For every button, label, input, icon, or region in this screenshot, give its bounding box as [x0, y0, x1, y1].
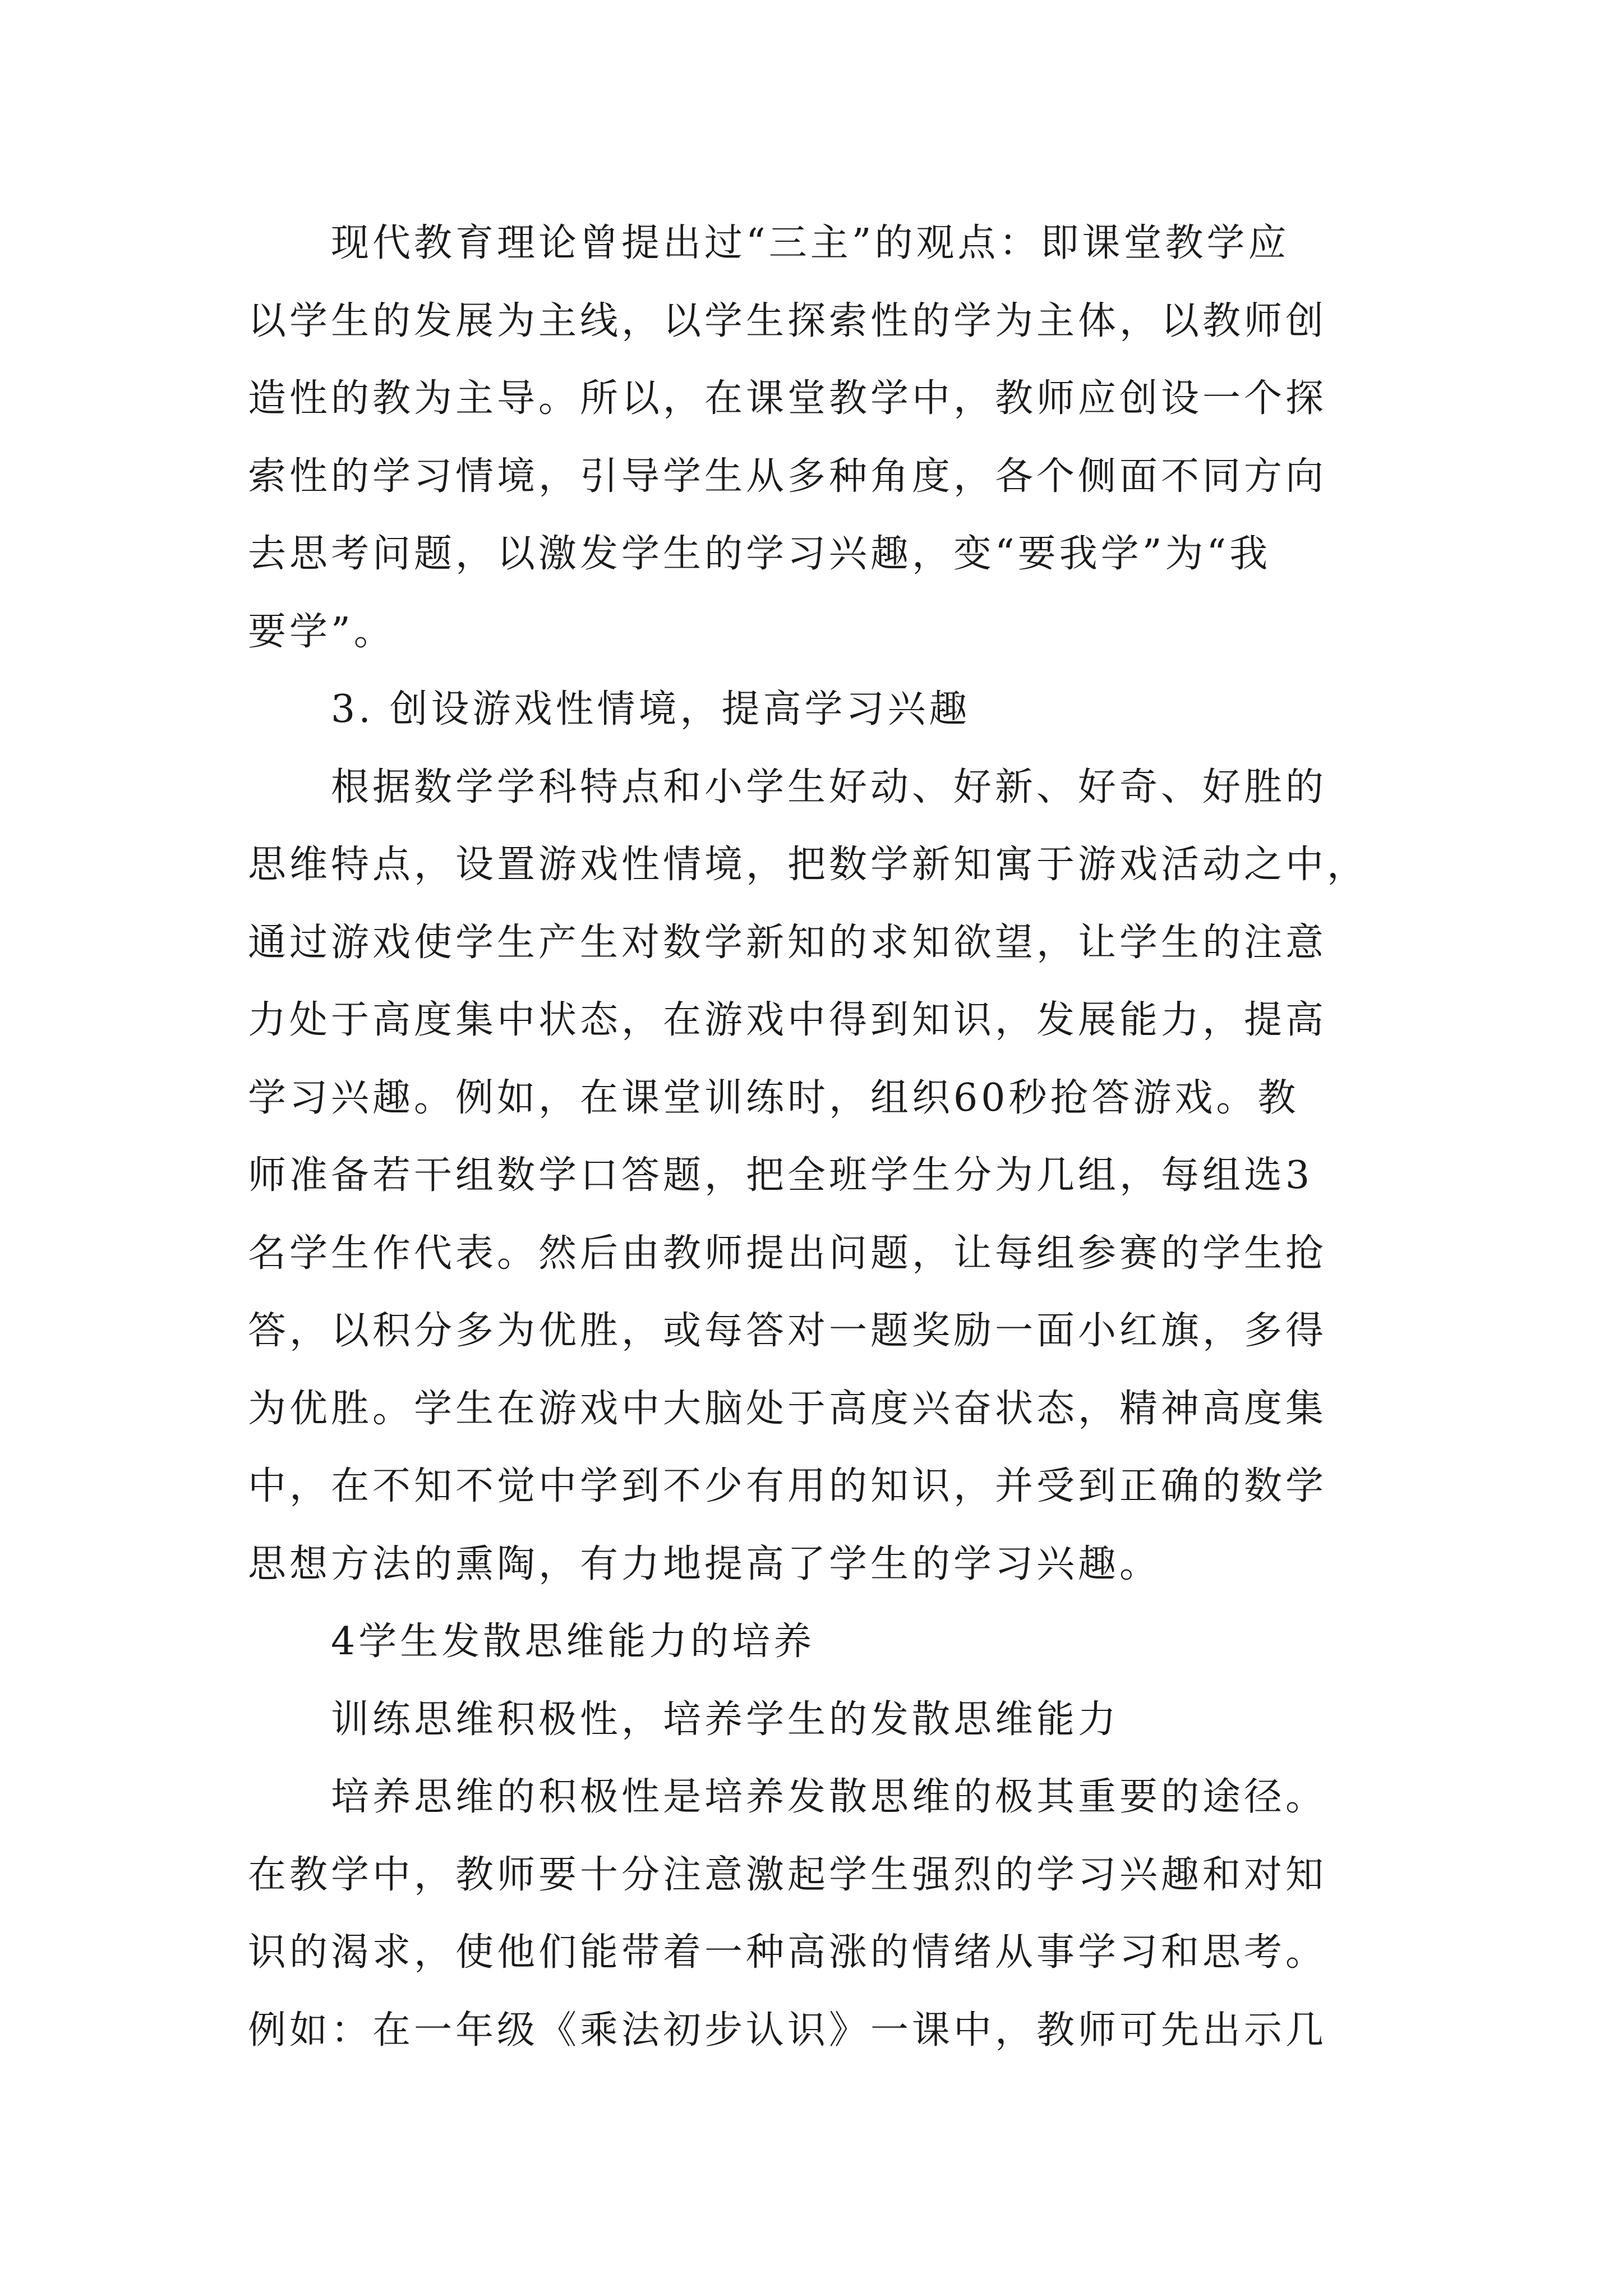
text-line: 学习兴趣。例如，在课堂训练时，组织60秒抢答游戏。教: [248, 1075, 1299, 1120]
text-line: 以学生的发展为主线，以学生探索性的学为主体，以教师创: [248, 298, 1327, 343]
text-line: 识的渴求，使他们能带着一种高涨的情绪从事学习和思考。: [248, 1930, 1327, 1975]
text-line: 索性的学习情境，引导学生从多种角度，各个侧面不同方向: [248, 454, 1327, 499]
document-body: [248, 205, 1403, 2069]
text-line: 造性的教为主导。所以，在课堂教学中，教师应创设一个探: [248, 376, 1327, 421]
text-line: 中，在不知不觉中学到不少有用的知识，并受到正确的数学: [248, 1464, 1327, 1508]
text-line: 例如：在一年级《乘法初步认识》一课中，教师可先出示几: [248, 2008, 1327, 2053]
text-line: 力处于高度集中状态，在游戏中得到知识，发展能力，提高: [248, 998, 1327, 1042]
text-line: 训练思维积极性，培养学生的发散思维能力: [331, 1697, 1120, 1742]
text-line: 培养思维的积极性是培养发散思维的极其重要的途径。: [331, 1775, 1327, 1819]
text-line: 去思考问题，以激发学生的学习兴趣，变“要我学”为“我: [248, 532, 1271, 576]
text-line: 思维特点，设置游戏性情境，把数学新知寓于游戏活动之中，: [248, 843, 1369, 887]
text-line: 师准备若干组数学口答题，把全班学生分为几组，每组选3: [248, 1153, 1313, 1198]
text-line: 要学”。: [248, 609, 395, 654]
text-line: 在教学中，教师要十分注意激起学生强烈的学习兴趣和对知: [248, 1852, 1327, 1897]
text-line: 思想方法的熏陶，有力地提高了学生的学习兴趣。: [248, 1542, 1161, 1586]
text-line: 答，以积分多为优胜，或每答对一题奖励一面小红旗，多得: [248, 1309, 1327, 1353]
text-line: 根据数学学科特点和小学生好动、好新、好奇、好胜的: [331, 765, 1327, 809]
text-line: 3. 创设游戏性情境，提高学习兴趣: [331, 687, 971, 731]
text-line: 名学生作代表。然后由教师提出问题，让每组参赛的学生抢: [248, 1231, 1327, 1276]
text-line: 现代教育理论曾提出过“三主”的观点：即课堂教学应: [331, 221, 1290, 265]
text-line: 通过游戏使学生产生对数学新知的求知欲望，让学生的注意: [248, 920, 1327, 965]
text-line: 为优胜。学生在游戏中大脑处于高度兴奋状态，精神高度集: [248, 1386, 1327, 1431]
text-line: 4学生发散思维能力的培养: [331, 1619, 815, 1664]
